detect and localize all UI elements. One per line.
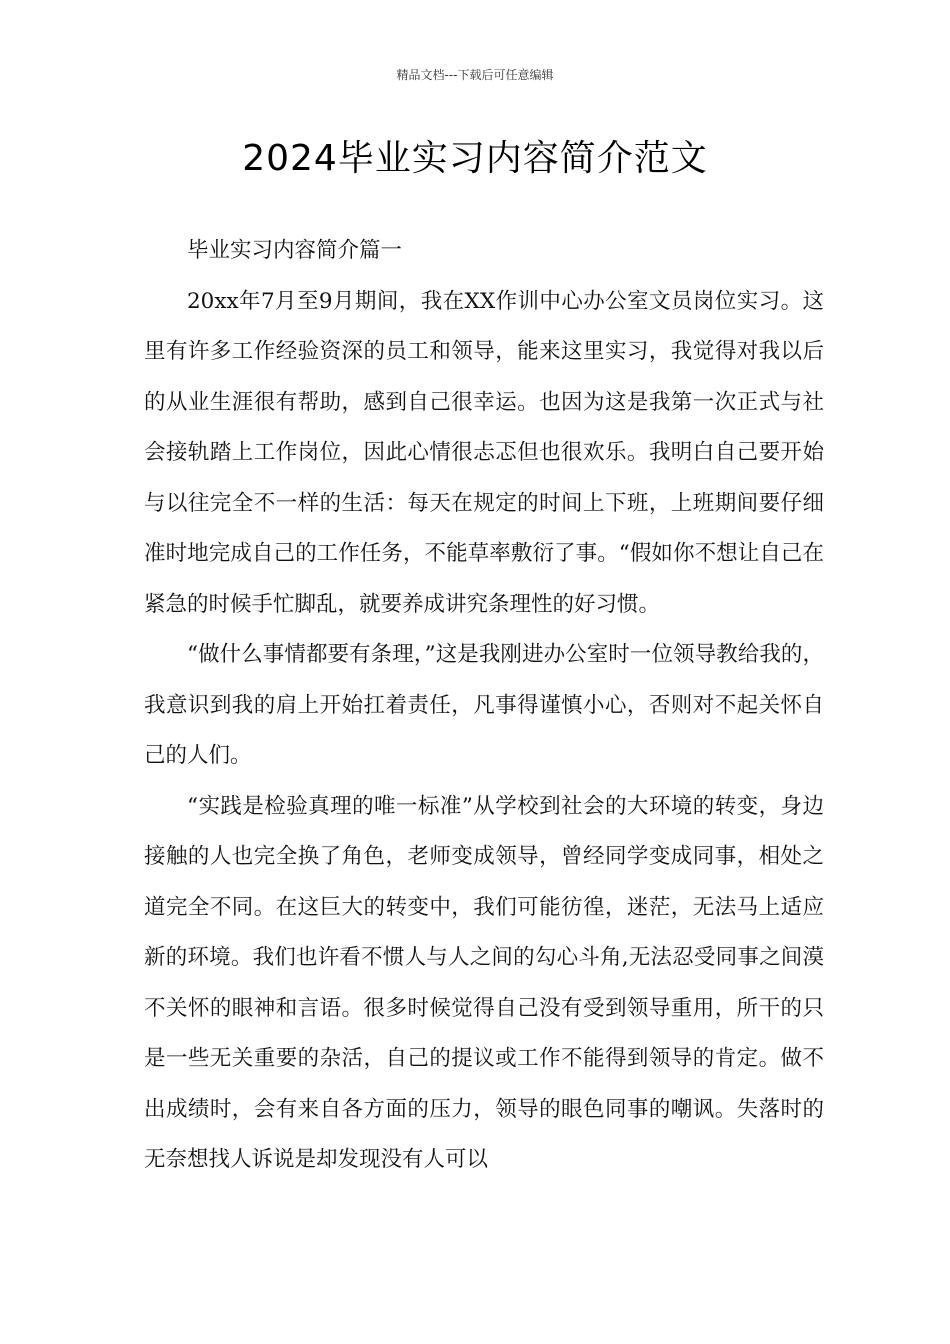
paragraph: 20xx年7月至9月期间，我在XX作训中心办公室文员岗位实习。这里有许多工作经验资深的员工和领导，能来这里实习，我觉得对我以后的从业生涯很有帮助，感到自己很幸运。也因为这是我第一次正式与社会接轨踏上工作岗位，因此心情很忐忑但也很欢乐。我明白自己要开始与以往完全不一样的生活：每天在规定的时间上下班，上班期间要仔细准时地完成自己的工作任务，不能草率敷衍了事。“假如你不想让自己在紧急的时候手忙脚乱，就要养成讲究条理性的好习惯。 xyxy=(144,288,824,617)
paragraph: “做什么事情都要有条理，”这是我刚进办公室时一位领导教给我的，我意识到我的肩上开始扛着责任，凡事得谨慎小心，否则对不起关怀自己的人们。 xyxy=(144,642,824,768)
document-title: 2024毕业实习内容简介范文 xyxy=(242,138,708,179)
paragraph: “实践是检验真理的唯一标准”从学校到社会的大环境的转变，身边接触的人也完全换了角色，老师变成领导，曾经同学变成同事，相处之道完全不同。在这巨大的转变中，我们可能彷徨，迷茫，无法马上适应新的环境。我们也许看不惯人与人之间的勾心斗角,无法忍受同事之间漠不关怀的眼神和言语。很多时候觉得自己没有受到领导重用，所干的只是一些无关重要的杂活，自己的提议或工作不能得到领导的肯定。做不出成绩时，会有来自各方面的压力，领导的眼色同事的嘲讽。失落时的无奈想找人诉说是却发现没有人可以 xyxy=(144,793,824,1172)
document-body xyxy=(144,226,824,1186)
header-note: 精品文档---下载后可任意编辑 xyxy=(396,68,554,82)
section-heading: 毕业实习内容简介篇一 xyxy=(187,238,403,263)
